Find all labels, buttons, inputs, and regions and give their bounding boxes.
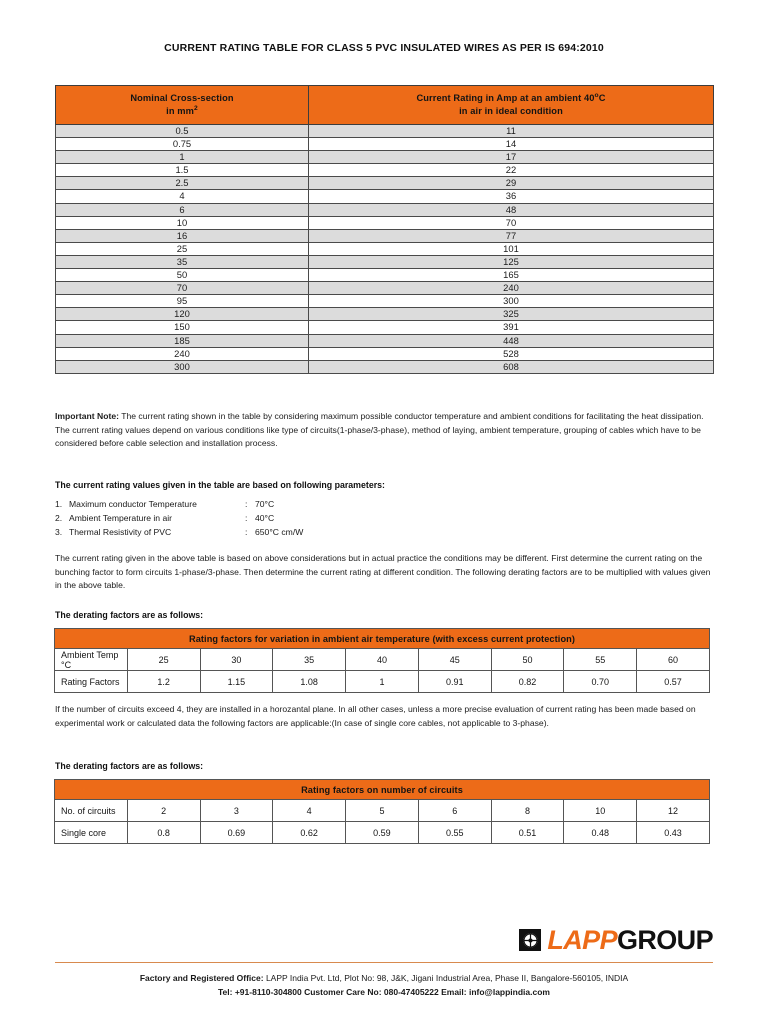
table-row bbox=[56, 360, 714, 373]
parameters-heading: The current rating values given in the table are based on following parameters: bbox=[55, 480, 385, 490]
header-nominal-cross-section bbox=[56, 86, 309, 125]
cell-cross-section: 95 bbox=[56, 295, 309, 308]
ambient-temp-row-label: Ambient Temp °C bbox=[55, 649, 128, 671]
cell-single-core-factor: 0.62 bbox=[273, 822, 346, 844]
lapp-group-logo bbox=[519, 925, 713, 955]
parameter-item bbox=[55, 526, 555, 540]
cell-current-rating: 11 bbox=[309, 125, 714, 138]
important-note bbox=[55, 410, 713, 451]
cell-ambient-temp: 60 bbox=[637, 649, 710, 671]
cell-ambient-temp: 55 bbox=[564, 649, 637, 671]
cell-cross-section: 10 bbox=[56, 216, 309, 229]
cell-ambient-temp: 45 bbox=[418, 649, 491, 671]
current-rating-table bbox=[55, 85, 714, 374]
parameter-number: 1. bbox=[55, 499, 63, 509]
cell-ambient-temp: 25 bbox=[127, 649, 200, 671]
cell-single-core-factor: 0.59 bbox=[346, 822, 419, 844]
cell-current-rating: 17 bbox=[309, 151, 714, 164]
cell-circuit-count: 10 bbox=[564, 800, 637, 822]
derating-heading-1: The derating factors are as follows: bbox=[55, 610, 204, 620]
cell-cross-section: 16 bbox=[56, 229, 309, 242]
cell-cross-section: 1 bbox=[56, 151, 309, 164]
cell-current-rating: 101 bbox=[309, 242, 714, 255]
cell-cross-section: 70 bbox=[56, 282, 309, 295]
footer-divider bbox=[55, 962, 713, 963]
cell-current-rating: 391 bbox=[309, 321, 714, 334]
cell-rating-factor: 1.08 bbox=[273, 671, 346, 693]
cable-cross-section-icon bbox=[519, 929, 541, 951]
circuits-table-row-counts bbox=[55, 800, 710, 822]
cell-cross-section: 120 bbox=[56, 308, 309, 321]
cell-ambient-temp: 40 bbox=[346, 649, 419, 671]
table-row bbox=[56, 308, 714, 321]
table-header-row bbox=[56, 86, 714, 125]
circuits-table-banner: Rating factors on number of circuits bbox=[55, 780, 710, 800]
footer-address-label: Factory and Registered Office: bbox=[139, 973, 264, 983]
cell-rating-factor: 0.70 bbox=[564, 671, 637, 693]
parameter-value: 40°C bbox=[255, 512, 275, 523]
header-current-rating bbox=[309, 86, 714, 125]
cell-cross-section: 0.75 bbox=[56, 138, 309, 151]
table-row bbox=[56, 347, 714, 360]
cell-current-rating: 240 bbox=[309, 282, 714, 295]
logo-group-text: GROUP bbox=[616, 924, 713, 955]
cell-current-rating: 77 bbox=[309, 229, 714, 242]
ambient-table-banner-row bbox=[55, 629, 710, 649]
cell-current-rating: 29 bbox=[309, 177, 714, 190]
no-of-circuits-row-label: No. of circuits bbox=[55, 800, 128, 822]
cell-circuit-count: 3 bbox=[200, 800, 273, 822]
cell-circuit-count: 4 bbox=[273, 800, 346, 822]
cell-cross-section: 240 bbox=[56, 347, 309, 360]
single-core-row-label: Single core bbox=[55, 822, 128, 844]
parameter-name: Thermal Resistivity of PVC bbox=[69, 526, 172, 537]
cell-current-rating: 165 bbox=[309, 269, 714, 282]
table-row bbox=[56, 138, 714, 151]
logo-wordmark bbox=[547, 924, 713, 955]
parameter-number: 3. bbox=[55, 526, 63, 537]
table-row bbox=[56, 203, 714, 216]
cell-cross-section: 1.5 bbox=[56, 164, 309, 177]
ambient-table-row-temps bbox=[55, 649, 710, 671]
parameter-value: 70°C bbox=[255, 499, 275, 509]
cell-single-core-factor: 0.51 bbox=[491, 822, 564, 844]
circuits-table-banner-row bbox=[55, 780, 710, 800]
cell-cross-section: 35 bbox=[56, 255, 309, 268]
ambient-table-banner: Rating factors for variation in ambient air temperature (with excess current protection) bbox=[55, 629, 710, 649]
cell-cross-section: 6 bbox=[56, 203, 309, 216]
cell-single-core-factor: 0.55 bbox=[418, 822, 491, 844]
table-row bbox=[56, 282, 714, 295]
header-line-2-superscript: 2 bbox=[194, 104, 198, 112]
cell-current-rating: 448 bbox=[309, 334, 714, 347]
table-row bbox=[56, 269, 714, 282]
derating-heading-2: The derating factors are as follows: bbox=[55, 761, 204, 771]
parameter-item bbox=[55, 498, 555, 512]
derating-intro-paragraph: The current rating given in the above table is based on above considerations but in actual practice the conditions may be different. First determine the current rating on the bunching factor to form circuits 1-phase/3-phase. Then determine the current rating at different condition. The following derating factors are to be multiplied with values given in the above table. bbox=[55, 553, 711, 591]
parameter-separator: : bbox=[245, 512, 248, 523]
rating-factors-row-label: Rating Factors bbox=[55, 671, 128, 693]
footer bbox=[0, 972, 768, 1000]
parameter-value: 650°C cm/W bbox=[255, 526, 304, 537]
cell-circuit-count: 8 bbox=[491, 800, 564, 822]
current-rating-table-body bbox=[56, 125, 714, 374]
cell-cross-section: 0.5 bbox=[56, 125, 309, 138]
header-line-1-prefix: Current Rating in Amp at an ambient 40 bbox=[416, 93, 595, 104]
cell-rating-factor: 1.2 bbox=[127, 671, 200, 693]
cell-current-rating: 14 bbox=[309, 138, 714, 151]
cell-cross-section: 2.5 bbox=[56, 177, 309, 190]
cell-circuit-count: 5 bbox=[346, 800, 419, 822]
cell-single-core-factor: 0.69 bbox=[200, 822, 273, 844]
parameter-item bbox=[55, 512, 555, 526]
cell-current-rating: 125 bbox=[309, 255, 714, 268]
cell-rating-factor: 1 bbox=[346, 671, 419, 693]
page-title: CURRENT RATING TABLE FOR CLASS 5 PVC INSULATED WIRES AS PER IS 694:2010 bbox=[164, 42, 604, 54]
cell-rating-factor: 1.15 bbox=[200, 671, 273, 693]
table-row bbox=[56, 164, 714, 177]
cell-current-rating: 325 bbox=[309, 308, 714, 321]
cell-cross-section: 300 bbox=[56, 360, 309, 373]
logo-lapp-text: LAPP bbox=[547, 924, 617, 955]
number-of-circuits-rating-table bbox=[54, 779, 710, 844]
header-line-1: Nominal Cross-section bbox=[130, 93, 234, 104]
cell-rating-factor: 0.82 bbox=[491, 671, 564, 693]
table-row bbox=[56, 334, 714, 347]
cell-ambient-temp: 35 bbox=[273, 649, 346, 671]
cell-ambient-temp: 50 bbox=[491, 649, 564, 671]
table-row bbox=[56, 177, 714, 190]
important-note-body: The current rating shown in the table by considering maximum possible conductor temperature and ambient conditions for facilitating the heat dissipation. The current rating values depend on various conditions like type of circuits(1-phase/3-phase), method of laying, ambient temperature, grouping of cables which have to be considered before cable selection and installation process. bbox=[55, 411, 704, 449]
cell-current-rating: 48 bbox=[309, 203, 714, 216]
ambient-temperature-rating-table bbox=[54, 628, 710, 693]
cell-current-rating: 70 bbox=[309, 216, 714, 229]
cell-current-rating: 22 bbox=[309, 164, 714, 177]
parameter-separator: : bbox=[245, 526, 248, 537]
table-row bbox=[56, 321, 714, 334]
cell-rating-factor: 0.91 bbox=[418, 671, 491, 693]
table-row bbox=[56, 229, 714, 242]
footer-address-line bbox=[0, 972, 768, 986]
circuits-table-row-singlecore bbox=[55, 822, 710, 844]
cell-current-rating: 300 bbox=[309, 295, 714, 308]
ambient-table-row-factors bbox=[55, 671, 710, 693]
header-line-1-suffix: C bbox=[598, 93, 606, 104]
parameter-number: 2. bbox=[55, 512, 63, 523]
table-row bbox=[56, 216, 714, 229]
degree-symbol: o bbox=[594, 92, 599, 100]
cell-cross-section: 185 bbox=[56, 334, 309, 347]
footer-contact-line bbox=[0, 986, 768, 1000]
important-note-label: Important Note: bbox=[55, 411, 119, 421]
cell-cross-section: 25 bbox=[56, 242, 309, 255]
cell-single-core-factor: 0.43 bbox=[637, 822, 710, 844]
table-row bbox=[56, 255, 714, 268]
cell-circuit-count: 2 bbox=[127, 800, 200, 822]
footer-address-body: LAPP India Pvt. Ltd, Plot No: 98, J&K, Jigani Industrial Area, Phase II, Bangalore-560105, INDIA bbox=[263, 973, 629, 983]
cell-circuit-count: 12 bbox=[637, 800, 710, 822]
table-row bbox=[56, 125, 714, 138]
circuits-intro-paragraph: If the number of circuits exceed 4, they are installed in a horozantal plane. In all other cases, unless a more precise evaluation of current rating has been made based on experimental work or calculated data the following factors are applicable:(In case of single core cables, not applicable to 3-phase). bbox=[55, 704, 696, 728]
cell-circuit-count: 6 bbox=[418, 800, 491, 822]
parameters-list bbox=[55, 498, 555, 540]
parameter-name: Ambient Temperature in air bbox=[69, 512, 173, 523]
table-row bbox=[56, 190, 714, 203]
cell-current-rating: 528 bbox=[309, 347, 714, 360]
table-row bbox=[56, 295, 714, 308]
cell-cross-section: 150 bbox=[56, 321, 309, 334]
header-line-2: in air in ideal condition bbox=[459, 106, 563, 116]
cell-ambient-temp: 30 bbox=[200, 649, 273, 671]
cell-cross-section: 4 bbox=[56, 190, 309, 203]
cell-single-core-factor: 0.48 bbox=[564, 822, 637, 844]
cell-current-rating: 36 bbox=[309, 190, 714, 203]
header-line-2-prefix: in mm bbox=[166, 106, 195, 116]
parameter-name: Maximum conductor Temperature bbox=[69, 499, 197, 509]
parameter-separator: : bbox=[245, 499, 248, 509]
cell-cross-section: 50 bbox=[56, 269, 309, 282]
table-row bbox=[56, 242, 714, 255]
footer-contact-text: Tel: +91-8110-304800 Customer Care No: 080-47405222 Email: info@lappindia.com bbox=[218, 986, 550, 997]
table-row bbox=[56, 151, 714, 164]
cell-rating-factor: 0.57 bbox=[637, 671, 710, 693]
cell-current-rating: 608 bbox=[309, 360, 714, 373]
cell-single-core-factor: 0.8 bbox=[127, 822, 200, 844]
